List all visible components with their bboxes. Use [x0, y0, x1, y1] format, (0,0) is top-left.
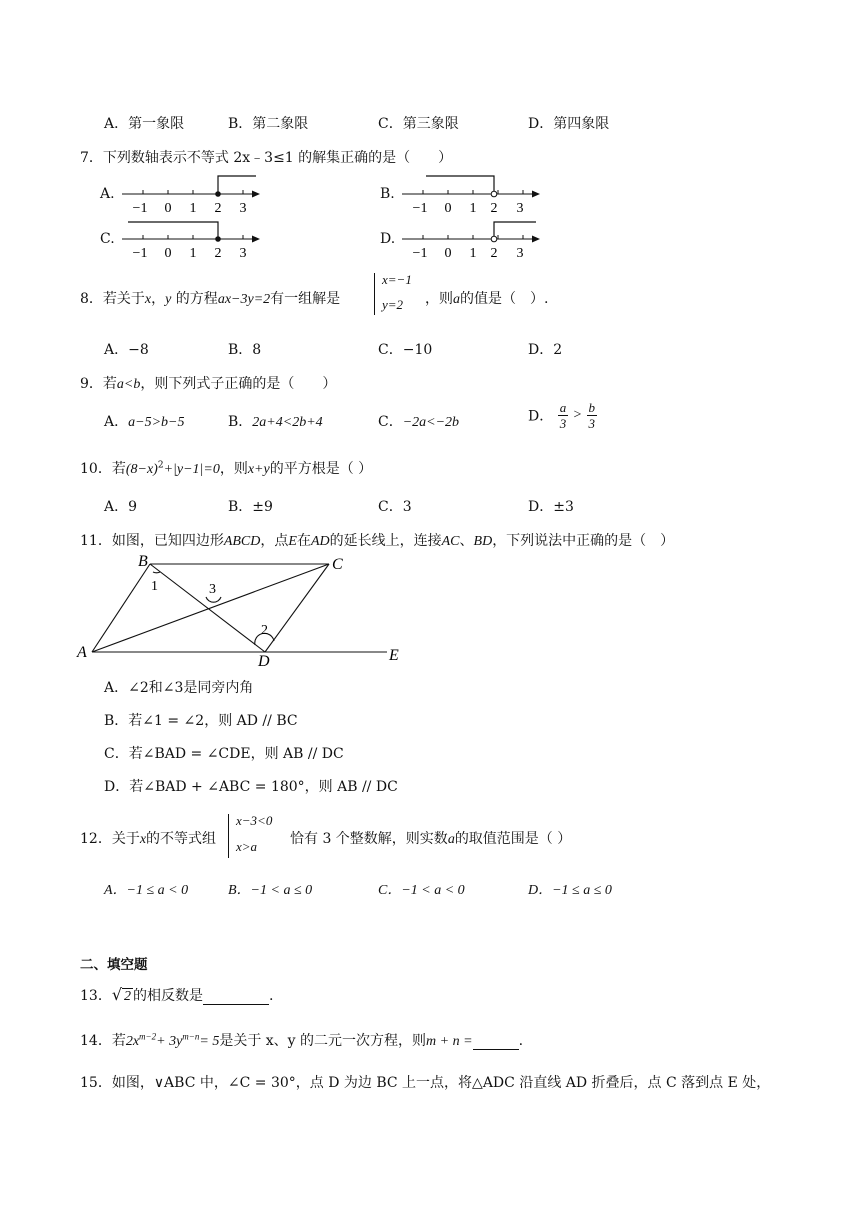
svg-text:2: 2: [214, 201, 222, 216]
q6-option-a: A．第一象限: [104, 116, 185, 132]
q8-option-a: A．−8: [104, 342, 149, 358]
q6-option-c: C．第三象限: [378, 116, 459, 132]
svg-text:A: A: [77, 644, 87, 661]
svg-text:1: 1: [189, 246, 197, 261]
q8-option-c: C．−10: [378, 342, 433, 358]
q10-option-d: D．±3: [528, 499, 574, 515]
svg-text:3: 3: [239, 201, 247, 216]
svg-text:3: 3: [516, 201, 524, 216]
q12-system-brace: [228, 814, 229, 858]
q7-label-b: B.: [380, 186, 395, 202]
q8-stem: 8．若关于x，y 的方程ax−3y=2有一组解是: [80, 291, 341, 307]
svg-text:−1: −1: [132, 246, 148, 261]
q11-option-c: C．若∠BAD = ∠CDE，则 AB // DC: [104, 746, 344, 762]
svg-text:1: 1: [469, 246, 477, 261]
svg-text:1: 1: [189, 201, 197, 216]
q9-stem: 9．若a<b，则下列式子正确的是（ ）: [80, 376, 337, 392]
svg-text:3: 3: [516, 246, 524, 261]
q10-option-c: C．3: [378, 499, 412, 515]
svg-text:1: 1: [469, 201, 477, 216]
q7-stem: 7．下列数轴表示不等式 2x﹣3≤1 的解集正确的是（ ）: [80, 150, 453, 166]
q12-system-eq2: x>a: [236, 839, 258, 854]
svg-text:0: 0: [164, 246, 172, 261]
q10-stem: 10．若$(8-x)^2+|y-1|=0$，则x+y的平方根是（ ）: [80, 460, 373, 477]
q14-stem: 14．若$2x^{m-2}+ 3y^{m-n}= 5$是关于 x、y 的二元一次方程，则m + n = .: [80, 1031, 524, 1049]
q7-number-line-c: [118, 217, 268, 262]
svg-text:D: D: [258, 653, 270, 670]
q8-stem-end: ，则a的值是（ ）.: [425, 291, 549, 307]
q13-answer-blank[interactable]: [203, 990, 269, 1005]
q12-option-c: C．−1 < a < 0: [378, 883, 465, 898]
q7-number-line-a: [118, 172, 268, 217]
q9-option-d: D． $\frac{a}{3}$ > $\frac{b}{3}$: [528, 400, 596, 431]
q7-label-d: D.: [380, 231, 396, 247]
q9-option-b: B．2a+4<2b+4: [228, 414, 323, 430]
q6-option-d: D．第四象限: [528, 116, 610, 132]
q7-number-line-b: [398, 172, 548, 217]
svg-text:1: 1: [151, 579, 158, 594]
q11-figure: [75, 552, 415, 670]
section-heading-fill-in: 二、填空题: [80, 957, 148, 973]
q7-label-c: C.: [100, 231, 115, 247]
q11-option-d: D．若∠BAD + ∠ABC = 180°，则 AB // DC: [104, 779, 398, 795]
q8-option-d: D．2: [528, 342, 563, 358]
sqrt-symbol: √: [111, 985, 123, 1004]
svg-text:2: 2: [261, 623, 268, 638]
q12-option-d: D．−1 ≤ a ≤ 0: [528, 883, 612, 898]
q11-option-b: B．若∠1 = ∠2，则 AD // BC: [104, 713, 298, 729]
q12-system-eq1: x−3<0: [236, 813, 273, 828]
q7-label-a: A.: [100, 186, 115, 202]
svg-text:E: E: [389, 647, 399, 664]
svg-text:2: 2: [214, 246, 222, 261]
q8-system-brace: [374, 273, 375, 315]
q15-stem: 15．如图，∨ABC 中，∠C = 30°，点 D 为边 BC 上一点，将△ADC 沿直线 AD 折叠后，点 C 落到点 E 处，: [80, 1075, 771, 1091]
q11-stem: 11．如图，已知四边形ABCD，点E在AD的延长线上，连接AC、BD，下列说法中正确的是（ ）: [80, 533, 675, 549]
q10-option-a: A．9: [104, 499, 138, 515]
q12-stem: 12．关于x的不等式组: [80, 831, 217, 847]
svg-text:B: B: [138, 553, 148, 570]
q13-stem: 13．√ 2 的相反数是 .: [80, 985, 274, 1004]
q7-number-line-d: [398, 217, 548, 262]
q9-option-c: C．−2a<−2b: [378, 414, 460, 430]
q6-option-b: B．第二象限: [228, 116, 309, 132]
q14-answer-blank[interactable]: [473, 1035, 519, 1050]
svg-text:−1: −1: [412, 246, 428, 261]
q8-system-eq1: x=−1: [382, 272, 412, 287]
q11-option-a: A．∠2和∠3是同旁内角: [104, 680, 254, 696]
svg-text:0: 0: [164, 201, 172, 216]
svg-text:C: C: [332, 556, 343, 573]
svg-text:2: 2: [490, 201, 498, 216]
q8-option-b: B．8: [228, 342, 262, 358]
svg-text:2: 2: [490, 246, 498, 261]
q12-option-b: B．−1 < a ≤ 0: [228, 883, 313, 898]
svg-text:−1: −1: [412, 201, 428, 216]
q12-option-a: A．−1 ≤ a < 0: [104, 883, 189, 898]
svg-text:3: 3: [209, 582, 216, 597]
svg-text:3: 3: [239, 246, 247, 261]
q8-system-eq2: y=2: [382, 297, 404, 312]
q10-option-b: B．±9: [228, 499, 273, 515]
svg-text:0: 0: [444, 246, 452, 261]
q12-stem-end: 恰有 3 个整数解，则实数a的取值范围是（ ）: [290, 831, 572, 847]
q9-option-a: A．a−5>b−5: [104, 414, 185, 430]
svg-text:0: 0: [444, 201, 452, 216]
svg-text:−1: −1: [132, 201, 148, 216]
